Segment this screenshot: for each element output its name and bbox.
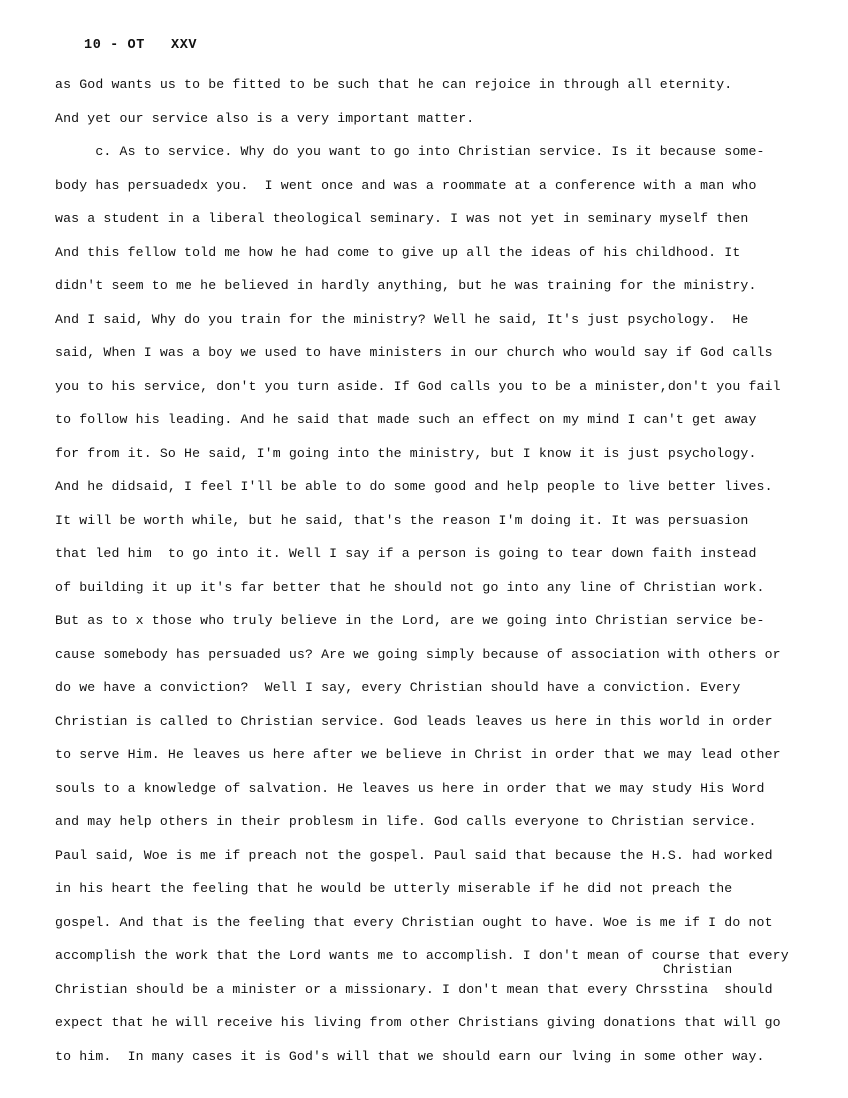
text-line: accomplish the work that the Lord wants me to accomplish. I don't mean of course that every: [55, 948, 789, 963]
text-line: cause somebody has persuaded us? Are we going simply because of association with others or: [55, 646, 781, 662]
handwritten-insertion: Christian: [663, 963, 733, 977]
text-line: c. As to service. Why do you want to go into Christian service. Is it because some-: [55, 144, 765, 159]
text-line: body has persuadedx you. I went once and was a roommate at a conference with a man who: [55, 177, 757, 193]
text-line: said, When I was a boy we used to have ministers in our church who would say if God calls: [55, 345, 773, 360]
page-header: 10 - OT XXV: [84, 38, 198, 53]
text-line: But as to x those who truly believe in the Lord, are we going into Christian service be-: [55, 613, 765, 628]
text-line: to follow his leading. And he said that made such an effect on my mind I can't get away: [55, 412, 757, 427]
text-line: Paul said, Woe is me if preach not the gospel. Paul said that because the H.S. had worked: [55, 847, 773, 863]
text-line: as God wants us to be fitted to be such that he can rejoice in through all eternity.: [55, 77, 733, 92]
text-line: Christian should be a minister or a missionary. I don't mean that every Chrsstina should: [55, 981, 773, 997]
text-line: for from it. So He said, I'm going into the ministry, but I know it is just psychology.: [55, 445, 757, 461]
text-line: And I said, Why do you train for the ministry? Well he said, It's just psychology. He: [55, 311, 749, 327]
text-line: that led him to go into it. Well I say if a person is going to tear down faith instead: [55, 546, 757, 561]
text-line: expect that he will receive his living from other Christians giving donations that will go: [55, 1015, 781, 1030]
text-line: And yet our service also is a very important matter.: [55, 110, 475, 126]
text-line: And this fellow told me how he had come to give up all the ideas of his childhood. It: [55, 244, 741, 260]
document-body: [55, 68, 825, 1073]
text-line: to serve Him. He leaves us here after we believe in Christ in order that we may lead other: [55, 747, 781, 762]
text-line: Christian is called to Christian service. God leads leaves us here in this world in order: [55, 713, 773, 729]
text-line: you to his service, don't you turn aside. If God calls you to be a minister,don't you fail: [55, 378, 781, 394]
text-line: and may help others in their problesm in life. God calls everyone to Christian service.: [55, 814, 757, 829]
text-line: do we have a conviction? Well I say, every Christian should have a conviction. Every: [55, 680, 741, 695]
text-line: souls to a knowledge of salvation. He leaves us here in order that we may study His Word: [55, 780, 765, 796]
text-line: It will be worth while, but he said, that's the reason I'm doing it. It was persuasion: [55, 512, 749, 528]
text-line: in his heart the feeling that he would be utterly miserable if he did not preach the: [55, 881, 733, 896]
text-line: gospel. And that is the feeling that every Christian ought to have. Woe is me if I do not: [55, 914, 773, 930]
text-line: was a student in a liberal theological seminary. I was not yet in seminary myself then: [55, 211, 749, 226]
text-line: of building it up it's far better that he should not go into any line of Christian work.: [55, 579, 765, 595]
text-line: didn't seem to me he believed in hardly anything, but he was training for the ministry.: [55, 278, 757, 293]
text-line: to him. In many cases it is God's will that we should earn our lving in some other way.: [55, 1048, 765, 1064]
text-line: And he didsaid, I feel I'll be able to do some good and help people to live better lives.: [55, 479, 773, 494]
